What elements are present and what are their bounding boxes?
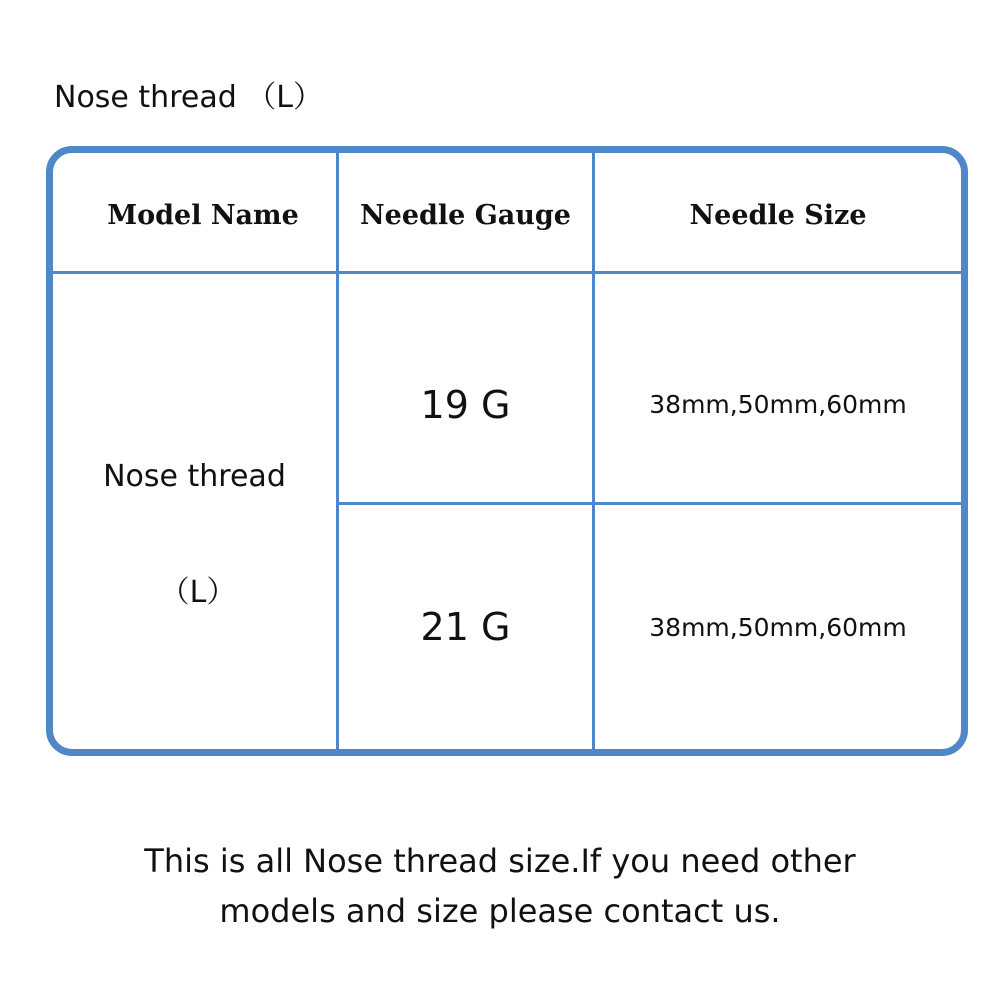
row2-gauge: 21 G — [420, 605, 511, 649]
footer-line1: This is all Nose thread size.If you need other — [144, 842, 856, 880]
row1-gauge: 19 G — [420, 382, 511, 427]
footer-note — [0, 836, 1000, 936]
page-title: Nose thread （L） — [54, 80, 324, 115]
header-needle-size: Needle Size — [689, 199, 867, 231]
footer-line2: models and size please contact us. — [219, 892, 781, 930]
header-model-name: Model Name — [107, 199, 299, 231]
row1-size: 38mm,50mm,60mm — [649, 390, 907, 419]
model-name-line2: （L） — [159, 575, 237, 610]
table-grid — [53, 153, 961, 749]
row2-size: 38mm,50mm,60mm — [649, 612, 907, 642]
size-table — [46, 146, 968, 756]
header-needle-gauge: Needle Gauge — [360, 199, 571, 231]
model-name-line1: Nose thread — [103, 459, 286, 494]
